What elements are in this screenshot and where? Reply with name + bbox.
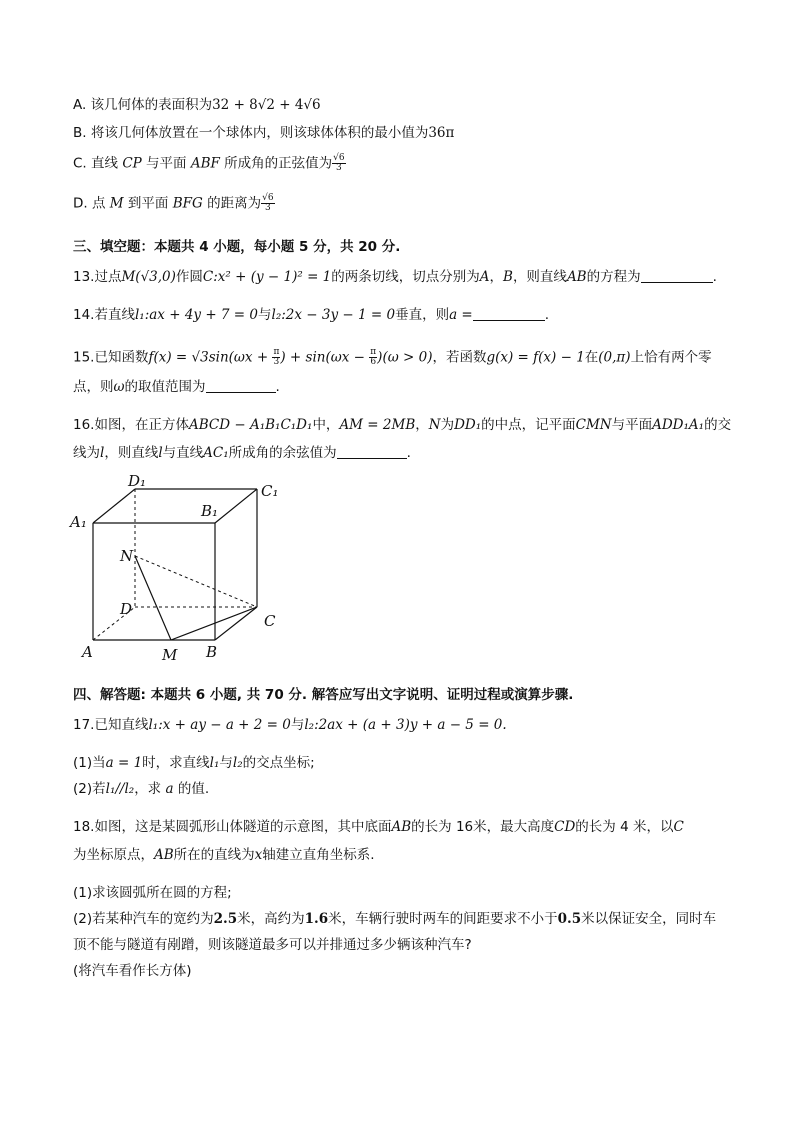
option-d-suffix: 的距离为 [207,195,262,212]
option-b-value: 36π [428,125,455,141]
q17-part1-text-4: 的交点坐标; [242,755,315,771]
q16-text-7: 的交 [704,417,732,433]
q15-text-2: ，若函数 [432,349,487,366]
edge-a1-d1 [93,489,135,523]
question-18-part-1: (1)求该圆弧所在圆的方程; [73,885,232,901]
q15-fraction-1-den: 3 [273,357,280,367]
q16-line-ac1: AC₁ [203,445,229,461]
option-d-mid: 到平面 [127,195,169,212]
q15-answer-blank[interactable] [206,378,276,393]
q17-part2-text-2: ，求 [134,781,166,797]
label-d1: D₁ [128,472,147,490]
q18-line2-text-3: 轴建立直角坐标系. [262,847,375,863]
q16-text-3: ， [415,417,429,433]
q16-text-6: 与平面 [611,417,653,433]
q16-line-l: l [100,445,105,461]
q13-answer-blank[interactable] [641,268,713,283]
q16-answer-blank[interactable] [337,444,407,459]
option-c-numerator: √6 [333,153,345,163]
q17-part2-variable-a: a [165,781,174,797]
option-d-plane-bfg: BFG [172,195,203,212]
q13-point-a: A [479,269,490,285]
cube-figure [60,472,300,668]
q16-text-4: 为 [440,417,455,433]
section-4-heading: 四、解答题: 本题共 6 小题, 共 70 分. 解答应写出文字说明、证明过程或演算步骤. [73,687,574,703]
q17-part1-text-3: 与 [219,755,233,771]
q16-text-1: 16.如图，在正方体 [73,417,189,433]
q15-text-3: 在 [584,349,599,366]
q18-part2-text-4: 米以保证安全，同时车 [581,911,717,927]
label-a1: A₁ [70,513,87,531]
q14-answer-blank[interactable] [473,306,545,321]
q15-end: . [275,379,280,395]
option-c-suffix: 所成角的正弦值为 [224,155,333,172]
question-18-line-2 [73,846,375,864]
option-c-mid: 与平面 [146,155,187,172]
q16-line2-text-4: 所成角的余弦值为 [228,445,337,461]
q18-text-1: 18.如图，这是某圆弧形山体隧道的示意图，其中底面 [73,819,392,835]
option-c-line-cp: CP [122,155,142,172]
q17-part2-text-1: (2)若 [73,781,106,797]
label-a: A [82,643,93,661]
q15-function-f: f(x) = √3sin(ωx + [148,349,273,366]
q17-part1-text-2: 时，求直线 [142,755,210,771]
label-b1: B₁ [201,502,219,520]
label-b: B [206,643,218,661]
option-c-denominator: 3 [336,163,342,173]
q17-text-1: 17.已知直线 [73,717,149,733]
q13-circle-equation: C:x² + (y − 1)² = 1 [202,269,332,285]
q18-segment-cd: CD [554,819,576,835]
question-18 [73,818,684,836]
q18-point-c: C [673,819,684,835]
question-13 [73,268,717,286]
q13-end: . [712,269,717,285]
q17-part2-condition: l₁//l₂ [105,781,135,797]
question-18-part-2-line-2: 顶不能与隧道有剐蹭，则该隧道最多可以并排通过多少辆该种汽车? [73,937,472,953]
q14-variable-a: a = [449,307,473,323]
label-d: D [120,600,133,618]
q18-text-3: 的长为 4 米，以 [575,819,674,835]
q16-edge-dd1: DD₁ [454,417,482,433]
q16-plane-add1a1: ADD₁A₁ [652,417,705,433]
q15-text-1: 15.已知函数 [73,349,149,366]
q18-part2-text-3: 米，车辆行驶时两车的间距要求不小于 [328,911,558,927]
label-c1: C₁ [261,482,279,500]
q18-segment-ab: AB [391,819,412,835]
q16-end: . [406,445,411,461]
question-16 [73,416,731,434]
question-18-part-2 [73,910,716,928]
option-a-text: A. 该几何体的表面积为 [73,97,213,113]
option-d-fraction [261,194,274,213]
edge-b1-c1 [215,489,257,523]
option-d-point-m: M [109,195,124,212]
q18-car-width: 2.5 [213,911,238,927]
q17-part2-text-3: 的值. [173,781,210,797]
q14-end: . [544,307,550,323]
q16-plane-cmn: CMN [575,417,612,433]
q14-text-2: 与 [258,307,272,323]
q17-part1-text-1: (1)当 [73,755,106,771]
q16-line2-text-1: 线为 [73,445,100,461]
q13-point-b: B [503,269,513,285]
q15-interval: (0,π) [598,349,631,366]
label-n: N [120,547,134,565]
q14-text-1: 14.若直线 [73,307,135,323]
q13-text-4: ，则直线 [512,269,567,285]
q16-line2-text-3: 与直线 [162,445,204,461]
q18-text-2: 的长为 16米，最大高度 [411,819,555,835]
q18-line2-text-2: 所在的直线为 [173,847,255,863]
q13-text-3: 的两条切线，切点分别为 [331,269,480,285]
question-14 [73,306,549,324]
q18-part2-text-1: (2)若某种汽车的宽约为 [73,911,214,927]
q18-part2-text-2: 米，高约为 [237,911,305,927]
option-c-fraction [332,154,345,173]
q15-line2-text-1: 点，则 [73,379,114,395]
q17-text-2: 与 [290,717,305,733]
q13-text-2: 作圆 [175,269,203,285]
q13-line-ab: AB [566,269,587,285]
q16-line2-text-2: ，则直线 [104,445,159,461]
option-c [73,154,346,173]
q15-fraction-1-num: π [273,347,280,357]
question-15 [73,348,712,367]
q15-function-g: g(x) = f(x) − 1 [486,349,585,366]
section-3-heading: 三、填空题：本题共 4 小题，每小题 5 分，共 20 分. [73,239,401,255]
q17-part1-l1: l₁ [209,755,220,771]
segment-m-c [171,607,257,640]
question-15-line-2 [73,378,280,396]
q16-point-n: N [428,417,441,433]
edge-b-c [215,607,257,640]
q16-text-5: 的中点，记平面 [481,417,576,433]
option-a-value: 32 + 8√2 + 4√6 [212,97,321,113]
q13-separator: ， [489,269,504,285]
q18-axis-x: x [254,847,263,863]
q18-segment-ab-2: AB [154,847,174,863]
option-c-plane-abf: ABF [190,155,220,172]
label-c: C [264,612,276,630]
q17-line-l1: l₁:x + ay − a + 2 = 0 [148,717,291,733]
q15-text-4: 上恰有两个零 [630,349,712,366]
q17-part1-condition: a = 1 [105,755,143,771]
q16-am-relation: AM = 2MB [339,417,416,433]
q16-line-l-2: l [158,445,163,461]
option-b-text: B. 将该几何体放置在一个球体内，则该球体体积的最小值为 [73,125,429,141]
option-d-numerator: √6 [262,193,274,203]
option-a [73,96,321,114]
q13-text-1: 13.过点 [73,269,122,285]
q15-fraction-2-den: 6 [370,357,377,367]
q17-line-l2: l₂:2ax + (a + 3)y + a − 5 = 0. [304,717,507,733]
q15-function-mid: ) + sin(ωx − [280,349,370,366]
question-17 [73,716,507,734]
question-17-part-2 [73,780,209,798]
q15-fraction-2 [369,348,377,367]
question-16-line-2 [73,444,411,462]
option-d [73,194,275,213]
q13-point-m: M(√3,0) [121,269,176,285]
q15-omega: ω [113,379,125,395]
question-18-note: (将汽车看作长方体) [73,963,192,979]
q18-car-height: 1.6 [304,911,329,927]
option-c-prefix: C. 直线 [73,155,119,172]
option-d-denominator: 3 [264,203,271,213]
q16-cube: ABCD − A₁B₁C₁D₁ [188,417,313,433]
question-17-part-1 [73,754,315,772]
q17-part1-l2: l₂ [232,755,243,771]
q15-function-tail: )(ω > 0) [377,349,433,366]
label-m: M [162,646,178,664]
q15-fraction-2-num: π [370,347,377,357]
segment-n-m [135,556,171,640]
q14-text-3: 垂直，则 [395,307,450,323]
q18-line2-text-1: 为坐标原点， [73,847,154,863]
q16-text-2: 中， [312,417,340,433]
q15-line2-text-2: 的取值范围为 [124,379,206,395]
q18-gap: 0.5 [557,911,582,927]
option-d-prefix: D. 点 [73,195,106,212]
q14-line-l2: l₂:2x − 3y − 1 = 0 [271,307,396,323]
option-b [73,124,454,142]
q13-text-5: 的方程为 [586,269,641,285]
q14-line-l1: l₁:ax + 4y + 7 = 0 [134,307,259,323]
